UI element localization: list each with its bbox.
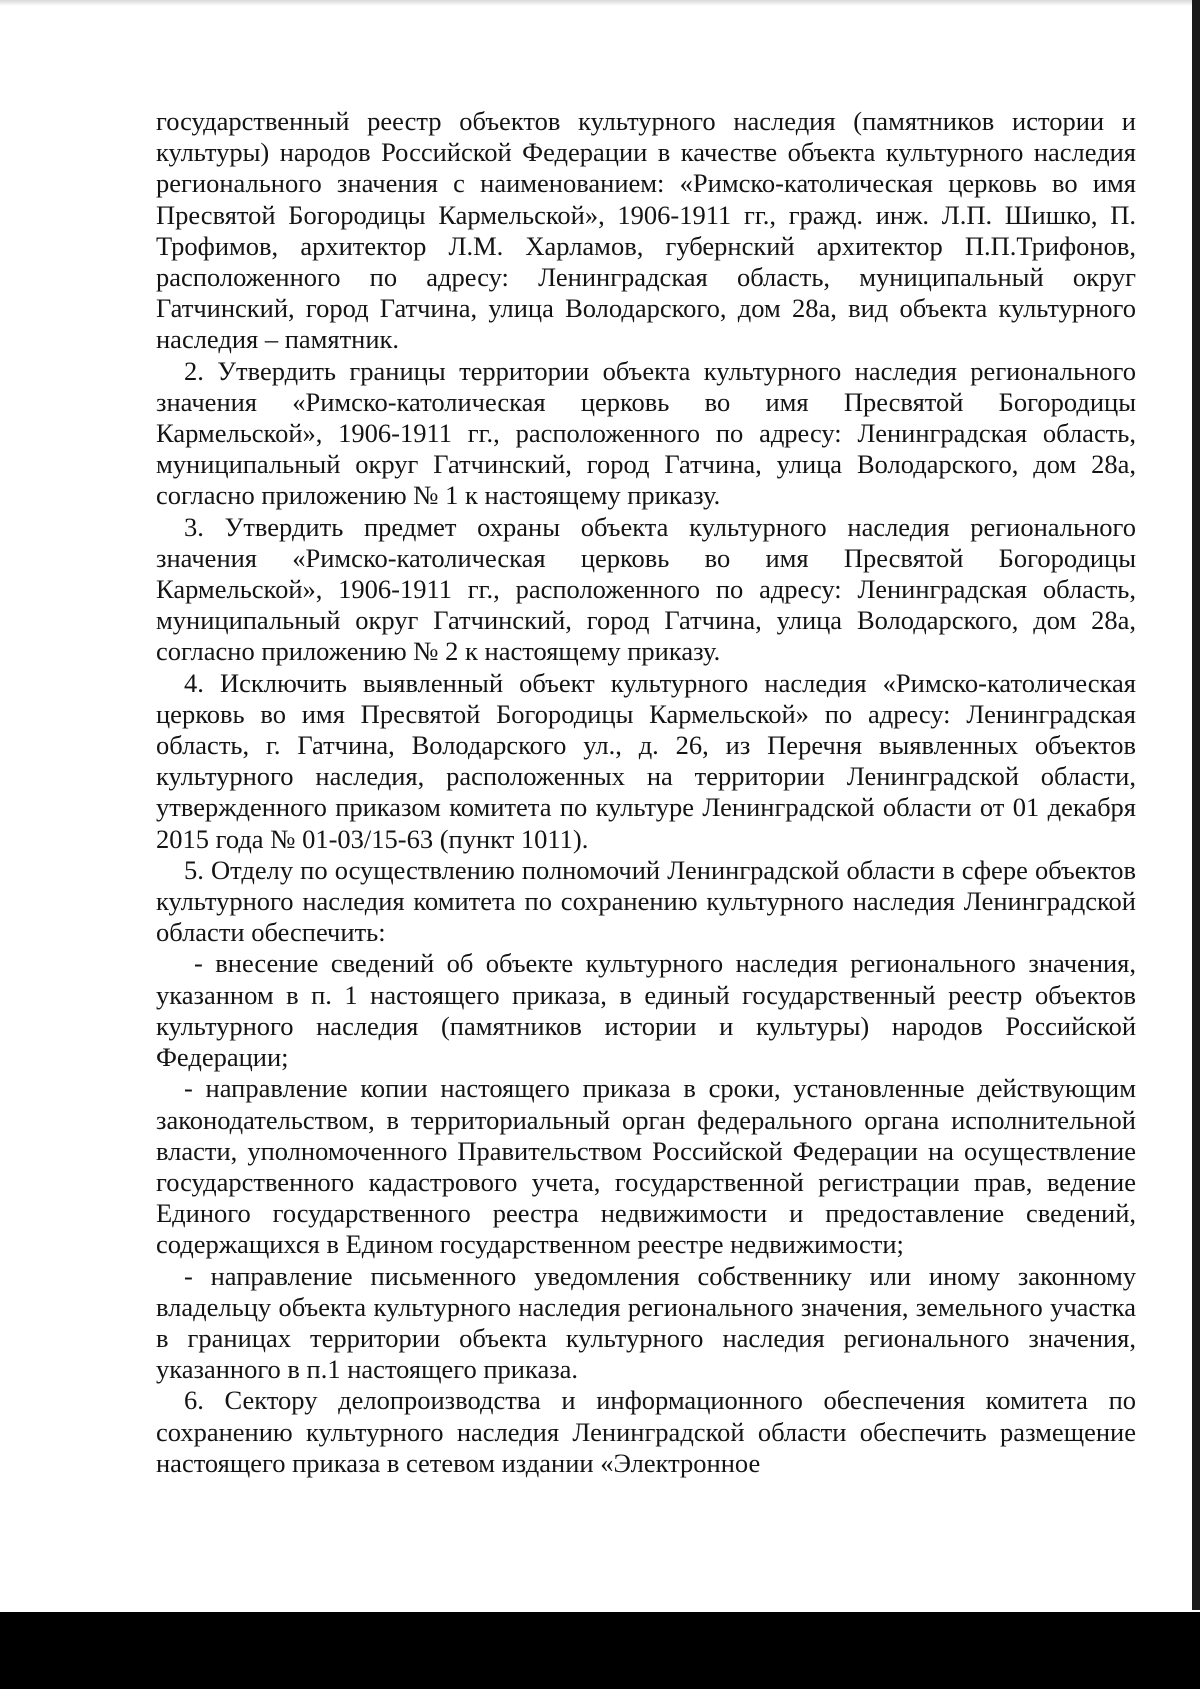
scan-top-shadow [0,0,1200,6]
scan-right-edge [1192,0,1200,1610]
paragraph-6: 6. Сектору делопроизводства и информационного обеспечения комитета по сохранению культурного наследия Ленинградской области обеспечить размещение настоящего приказа в сетевом издании «Электронное [156,1385,1136,1478]
paragraph-3: 3. Утвердить предмет охраны объекта культурного наследия регионального значения «Римско-католическая церковь во имя Пресвятой Богородицы Кармельской», 1906-1911 гг., расположенного по адресу: Ленинградская область, муниципальный округ Гатчинский, город Гатчина, улица Володарского, дом 28а, согласно приложению № 2 к настоящему приказу. [156,511,1136,667]
paragraph-1-continuation: государственный реестр объектов культурного наследия (памятников истории и культуры) народов Российской Федерации в качестве объекта культурного наследия регионального значения с наименованием: «Римско-католическая церковь во имя Пресвятой Богородицы Кармельской», 1906-1911 гг., гражд. инж. Л.П. Шишко, П. Трофимов, архитектор Л.М. Харламов, губернский архитектор П.П.Трифонов, расположенного по адресу: Ленинградская область, муниципальный округ Гатчинский, город Гатчина, улица Володарского, дом 28а, вид объекта культурного наследия – памятник. [156,106,1136,355]
list-item-3: - направление письменного уведомления собственнику или иному законному владельцу объекта культурного наследия регионального значения, земельного участка в границах территории объекта культурного наследия регионального значения, указанного в п.1 настоящего приказа. [156,1260,1136,1385]
paragraph-5: 5. Отделу по осуществлению полномочий Ленинградской области в сфере объектов культурного наследия комитета по сохранению культурного наследия Ленинградской области обеспечить: [156,854,1136,948]
paragraph-4: 4. Исключить выявленный объект культурного наследия «Римско-католическая церковь во имя Пресвятой Богородицы Кармельской» по адресу: Ленинградская область, г. Гатчина, Володарского ул., д. 26, из Перечня выявленных объектов культурного наследия, расположенных на территории Ленинградской области, утвержденного приказом комитета по культуре Ленинградской области от 01 декабря 2015 года № 01-03/15-63 (пункт 1011). [156,667,1136,854]
list-item-2: - направление копии настоящего приказа в сроки, установленные действующим законодательством, в территориальный орган федерального органа исполнительной власти, уполномоченного Правительством Российской Федерации на осуществление государственного кадастрового учета, государственной регистрации прав, ведение Единого государственного реестра недвижимости и предоставление сведений, содержащихся в Едином государственном реестре недвижимости; [156,1073,1136,1260]
list-item-1: - внесение сведений об объекте культурного наследия регионального значения, указанном в п. 1 настоящего приказа, в единый государственный реестр объектов культурного наследия (памятников истории и культуры) народов Российской Федерации; [156,948,1136,1073]
scan-bottom-bar [0,1612,1200,1689]
document-body [156,106,1136,1479]
paragraph-2: 2. Утвердить границы территории объекта культурного наследия регионального значения «Римско-католическая церковь во имя Пресвятой Богородицы Кармельской», 1906-1911 гг., расположенного по адресу: Ленинградская область, муниципальный округ Гатчинский, город Гатчина, улица Володарского, дом 28а, согласно приложению № 1 к настоящему приказу. [156,355,1136,511]
